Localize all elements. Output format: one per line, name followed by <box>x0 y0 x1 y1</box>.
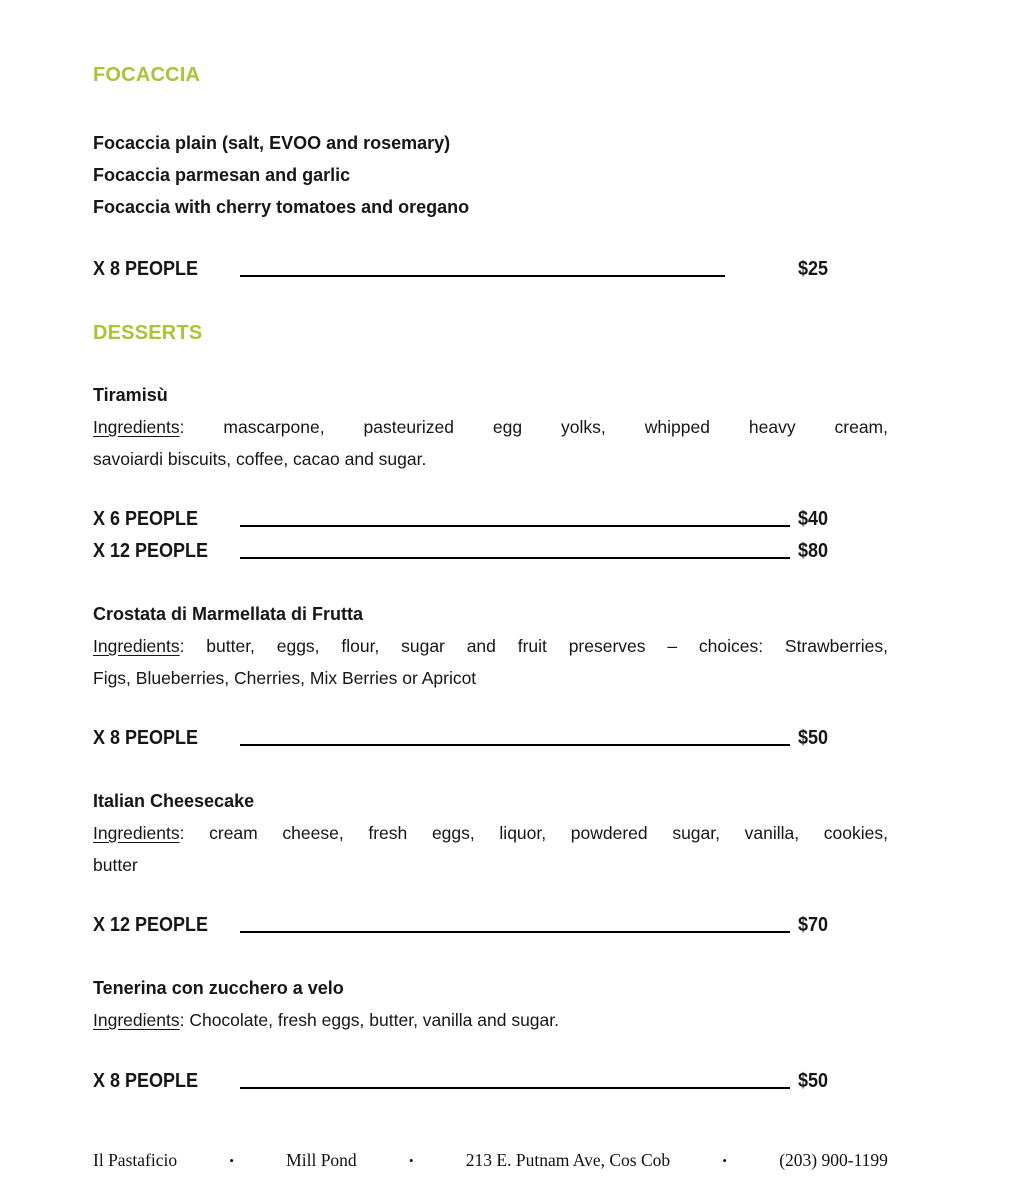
section-heading-desserts: DESSERTS <box>93 322 203 344</box>
ingredients-line-text: : butter, eggs, flour, sugar and fruit preserves – choices: Strawberries, <box>179 636 888 656</box>
ingredients-line <box>93 818 888 850</box>
price-value: $80 <box>798 540 829 562</box>
serving-size-label: X 8 PEOPLE <box>93 1069 199 1092</box>
price-value: $70 <box>798 914 829 936</box>
ingredients-line: butter <box>93 854 138 875</box>
menu-item-name: Focaccia plain (salt, EVOO and rosemary) <box>93 133 451 153</box>
section-heading-focaccia: FOCACCIA <box>93 64 201 86</box>
price-value: $25 <box>798 258 829 280</box>
ingredients-line <box>93 1005 888 1037</box>
serving-size-label: X 12 PEOPLE <box>93 914 209 936</box>
ingredients-text <box>93 412 888 475</box>
focaccia-item-list <box>93 127 888 223</box>
menu-item-name: Tiramisù <box>93 385 168 405</box>
price-rows <box>93 499 888 563</box>
footer-address: 213 E. Putnam Ave, Cos Cob <box>465 1150 671 1170</box>
footer <box>93 1150 888 1171</box>
ingredients-label: Ingredients <box>93 823 180 843</box>
price-row <box>93 531 888 563</box>
ingredients-line-text: : cream cheese, fresh eggs, liquor, powdered sugar, vanilla, cookies, <box>179 823 888 843</box>
ingredients-label: Ingredients <box>93 636 180 656</box>
price-row <box>93 499 888 531</box>
price-value: $50 <box>798 1069 829 1092</box>
ingredients-line <box>93 412 888 444</box>
footer-business-name: Il Pastaficio <box>93 1150 178 1170</box>
price-row <box>93 718 888 750</box>
serving-size-label: X 12 PEOPLE <box>93 540 209 562</box>
ingredients-line-text: : Chocolate, fresh eggs, butter, vanilla and sugar. <box>179 1010 559 1030</box>
ingredients-line-text: : mascarpone, pasteurized egg yolks, whipped heavy cream, <box>179 417 888 437</box>
footer-separator: • <box>408 1152 414 1168</box>
price-row <box>93 1061 888 1093</box>
dessert-item <box>93 603 888 750</box>
serving-size-label: X 8 PEOPLE <box>93 727 199 749</box>
write-in-line <box>240 275 725 277</box>
dessert-item <box>93 977 888 1093</box>
ingredients-line <box>93 631 888 663</box>
ingredients-line: Figs, Blueberries, Cherries, Mix Berries or Apricot <box>93 667 477 688</box>
price-value: $40 <box>798 508 829 530</box>
menu-item-name: Focaccia with cherry tomatoes and oregano <box>93 197 470 217</box>
price-rows <box>93 718 888 750</box>
write-in-line <box>240 931 790 933</box>
write-in-line <box>240 525 790 527</box>
menu-item-name: Focaccia parmesan and garlic <box>93 165 351 185</box>
price-rows <box>93 1061 888 1093</box>
price-row <box>93 905 888 937</box>
footer-separator: • <box>229 1152 234 1168</box>
footer-separator: • <box>722 1152 727 1168</box>
ingredients-text <box>93 818 888 881</box>
price-rows <box>93 905 888 937</box>
footer-location-name: Mill Pond <box>286 1150 357 1170</box>
price-value: $50 <box>798 727 829 749</box>
footer-phone: (203) 900-1199 <box>779 1150 888 1170</box>
ingredients-text <box>93 1005 888 1037</box>
serving-size-label: X 6 PEOPLE <box>93 508 199 530</box>
write-in-line <box>240 744 790 746</box>
menu-item-name: Italian Cheesecake <box>93 791 255 811</box>
ingredients-label: Ingredients <box>93 1010 180 1030</box>
write-in-line <box>240 557 790 559</box>
write-in-line <box>240 1087 790 1089</box>
ingredients-label: Ingredients <box>93 417 180 437</box>
serving-size-label: X 8 PEOPLE <box>93 258 199 280</box>
dessert-item <box>93 790 888 937</box>
menu-item-name: Crostata di Marmellata di Frutta <box>93 604 364 624</box>
ingredients-line: savoiardi biscuits, coffee, cacao and sugar. <box>93 448 427 469</box>
price-row <box>93 249 888 281</box>
menu-item-name: Tenerina con zucchero a velo <box>93 978 344 998</box>
ingredients-text <box>93 631 888 694</box>
dessert-item <box>93 384 888 563</box>
